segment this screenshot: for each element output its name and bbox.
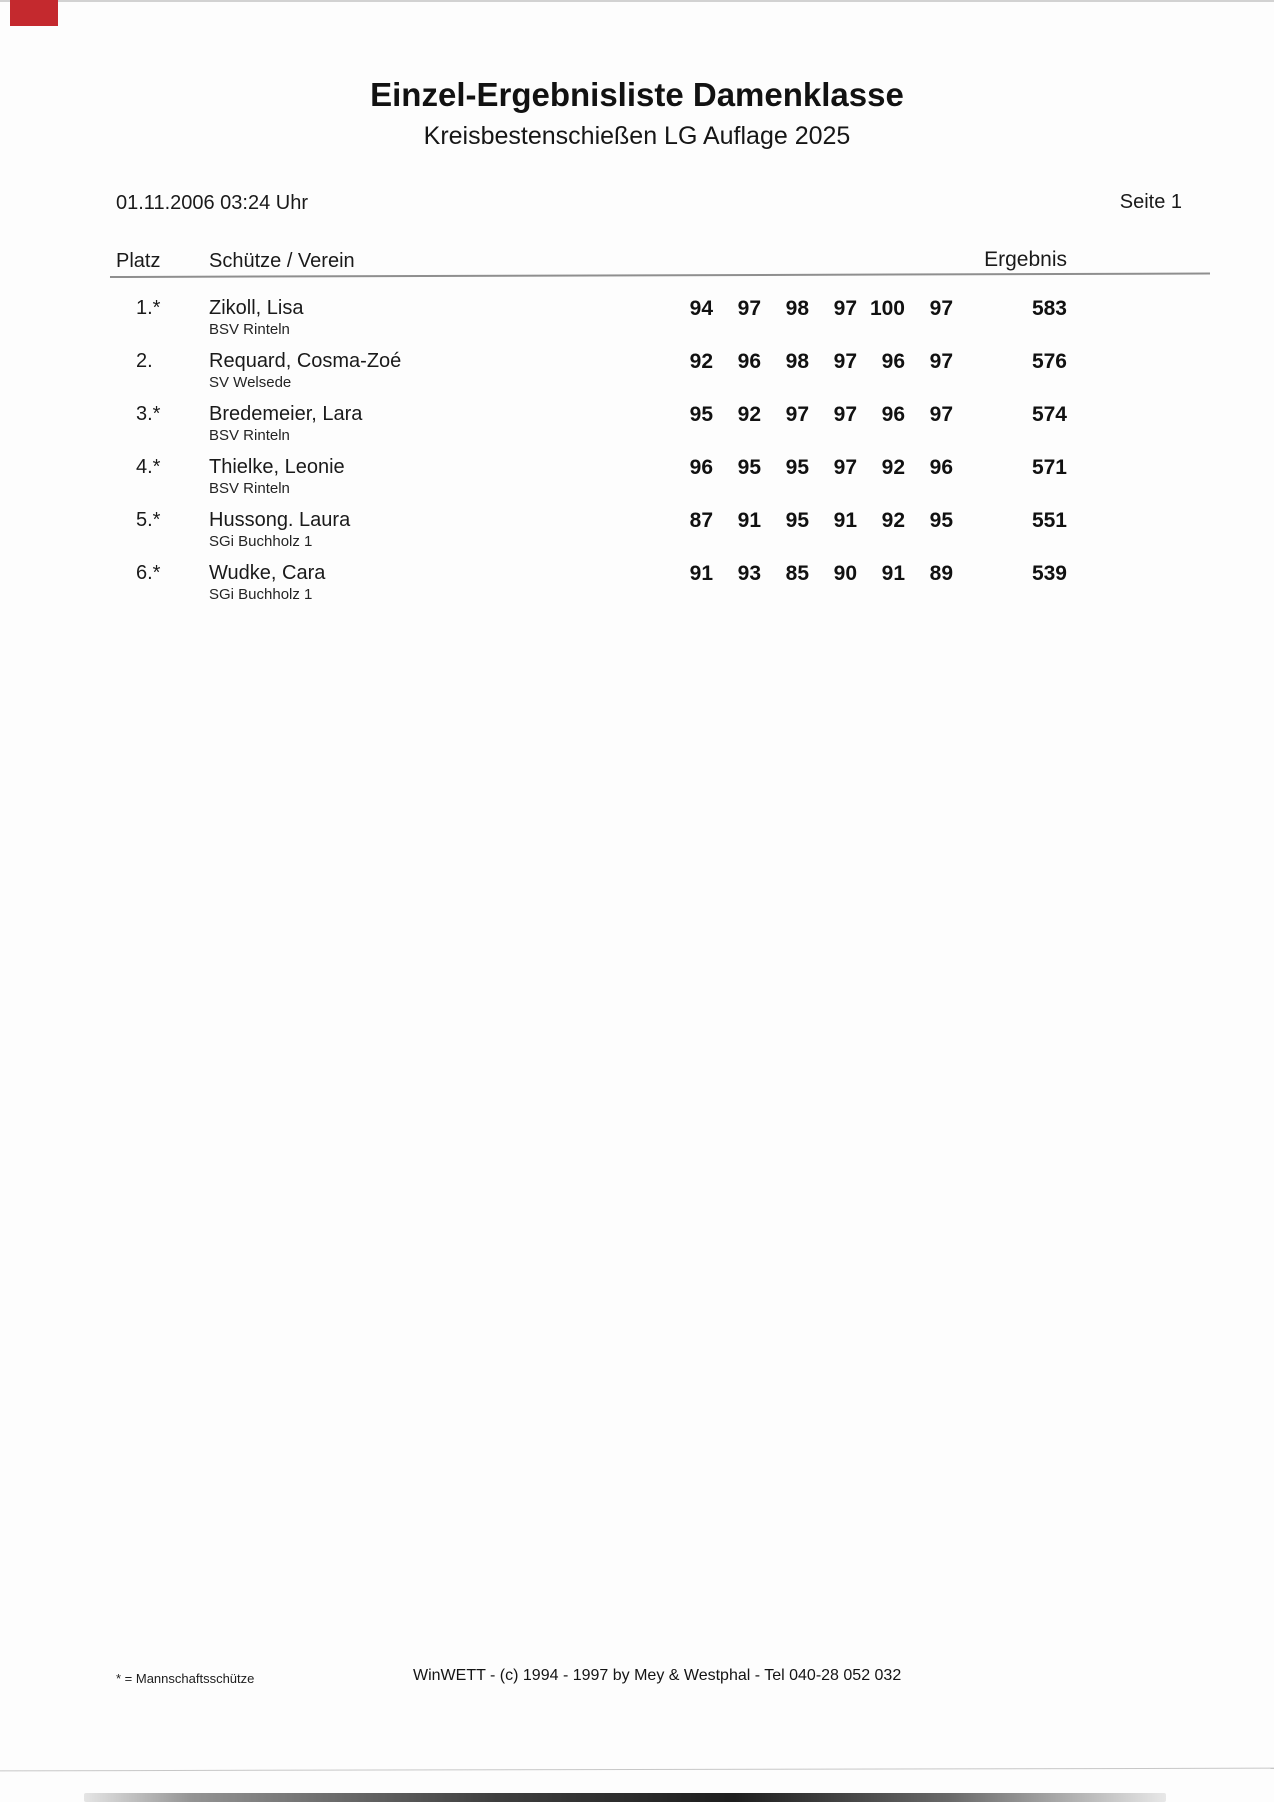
score-cell: 91 xyxy=(689,562,713,585)
platz-cell: 4.* xyxy=(136,456,161,478)
platz-cell: 6.* xyxy=(136,562,161,584)
score-cell: 94 xyxy=(689,297,713,320)
score-cell: 100 xyxy=(869,297,905,320)
score-cell: 96 xyxy=(881,403,905,426)
score-cell: 93 xyxy=(737,562,761,585)
score-cell: 91 xyxy=(833,509,857,532)
score-cell: 96 xyxy=(881,350,905,373)
platz-cell: 3.* xyxy=(136,403,161,425)
score-cell: 95 xyxy=(689,403,713,426)
score-cell: 92 xyxy=(881,456,905,479)
scan-line-artifact xyxy=(0,1768,1274,1772)
score-cell: 97 xyxy=(929,350,953,373)
ergebnis-cell: 551 xyxy=(1031,509,1067,532)
platz-cell: 1.* xyxy=(136,297,161,319)
ergebnis-cell: 576 xyxy=(1031,350,1067,373)
score-cell: 96 xyxy=(689,456,713,479)
verein-cell: SGi Buchholz 1 xyxy=(209,586,313,603)
name-cell: Hussong. Laura xyxy=(209,509,351,531)
name-cell: Wudke, Cara xyxy=(209,562,326,584)
ergebnis-cell: 583 xyxy=(1031,297,1067,320)
verein-cell: SV Welsede xyxy=(209,374,292,391)
verein-cell: SGi Buchholz 1 xyxy=(209,533,313,550)
name-cell: Zikoll, Lisa xyxy=(209,297,304,319)
verein-cell: BSV Rinteln xyxy=(209,427,290,444)
score-cell: 91 xyxy=(737,509,761,532)
score-cell: 85 xyxy=(785,562,809,585)
score-cell: 97 xyxy=(833,403,857,426)
score-cell: 97 xyxy=(833,350,857,373)
header-rule xyxy=(110,273,1210,278)
name-cell: Requard, Cosma-Zoé xyxy=(209,350,402,372)
ergebnis-cell: 539 xyxy=(1031,562,1067,585)
scanner-edge-bottom-artifact xyxy=(84,1793,1166,1802)
red-scan-artifact xyxy=(10,0,58,26)
platz-cell: 2. xyxy=(136,350,153,372)
footer-legend: * = Mannschaftsschütze xyxy=(116,1671,255,1686)
col-header-ergebnis: Ergebnis xyxy=(984,248,1067,271)
score-cell: 98 xyxy=(785,297,809,320)
datetime: 01.11.2006 03:24 Uhr xyxy=(116,192,309,214)
ergebnis-cell: 574 xyxy=(1031,403,1067,426)
score-cell: 96 xyxy=(737,350,761,373)
page-title: Einzel-Ergebnisliste Damenklasse xyxy=(370,76,904,113)
ergebnis-cell: 571 xyxy=(1031,456,1067,479)
score-cell: 95 xyxy=(785,509,809,532)
score-cell: 89 xyxy=(929,562,953,585)
footer-copyright: WinWETT - (c) 1994 - 1997 by Mey & Westphal - Tel 040-28 052 032 xyxy=(413,1667,902,1684)
result-row xyxy=(0,456,1274,509)
result-row xyxy=(0,297,1274,350)
page-number: Seite 1 xyxy=(1119,191,1182,213)
score-cell: 90 xyxy=(833,562,857,585)
verein-cell: BSV Rinteln xyxy=(209,480,290,497)
score-cell: 97 xyxy=(737,297,761,320)
score-cell: 92 xyxy=(737,403,761,426)
score-cell: 97 xyxy=(929,403,953,426)
score-cell: 95 xyxy=(785,456,809,479)
score-cell: 95 xyxy=(929,509,953,532)
name-cell: Bredemeier, Lara xyxy=(209,403,363,425)
score-cell: 98 xyxy=(785,350,809,373)
col-header-platz: Platz xyxy=(116,250,161,272)
platz-cell: 5.* xyxy=(136,509,161,531)
score-cell: 97 xyxy=(833,456,857,479)
score-cell: 92 xyxy=(689,350,713,373)
score-cell: 91 xyxy=(881,562,905,585)
score-cell: 87 xyxy=(689,509,713,532)
score-cell: 97 xyxy=(833,297,857,320)
result-row xyxy=(0,403,1274,456)
score-cell: 92 xyxy=(881,509,905,532)
result-row xyxy=(0,509,1274,562)
name-cell: Thielke, Leonie xyxy=(209,456,345,478)
score-cell: 97 xyxy=(785,403,809,426)
scanner-edge-top-artifact xyxy=(0,0,1274,2)
result-row xyxy=(0,350,1274,403)
result-row xyxy=(0,562,1274,615)
score-cell: 96 xyxy=(929,456,953,479)
page-subtitle: Kreisbestenschießen LG Auflage 2025 xyxy=(423,122,851,150)
verein-cell: BSV Rinteln xyxy=(209,321,290,338)
results-table xyxy=(0,297,1274,615)
score-cell: 97 xyxy=(929,297,953,320)
score-cell: 95 xyxy=(737,456,761,479)
col-header-schuetze: Schütze / Verein xyxy=(209,250,355,272)
